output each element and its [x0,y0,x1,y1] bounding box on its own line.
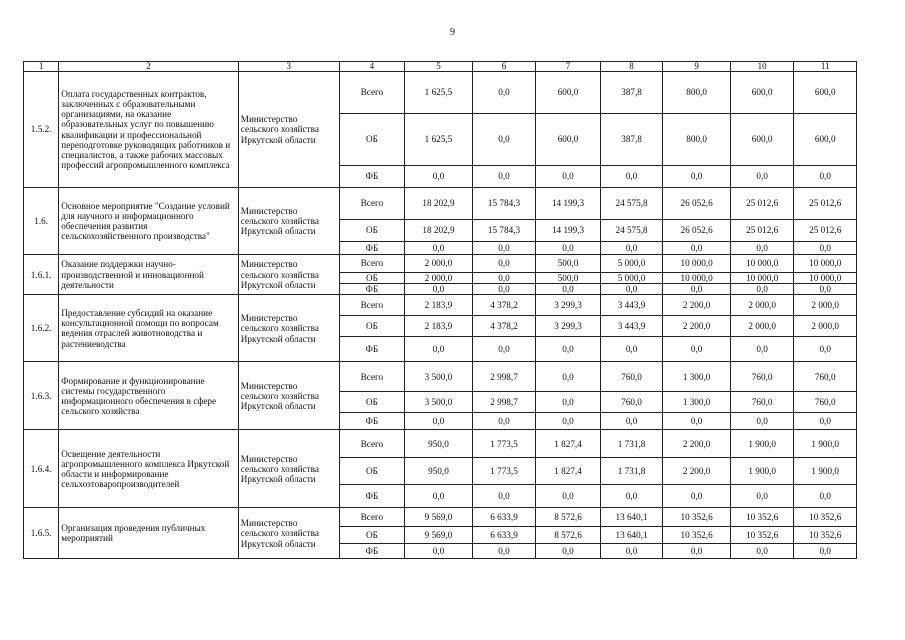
budget-value: 6 633,9 [472,527,536,544]
budget-value: 25 012,6 [794,220,857,242]
page-number: 9 [450,27,455,38]
budget-value: 26 052,6 [663,188,731,220]
budget-value: 387,8 [600,114,663,166]
budget-value: 387,8 [600,72,663,114]
budget-value: 0,0 [794,166,857,188]
table-row [24,255,857,273]
budget-value: 6 633,9 [472,508,536,527]
budget-value: 0,0 [730,413,794,430]
budget-value: 0,0 [600,284,663,295]
budget-value: 0,0 [794,284,857,295]
budget-value: 8 572,6 [536,527,601,544]
budget-value: 9 569,0 [405,527,473,544]
funding-source: ФБ [339,413,405,430]
budget-value: 0,0 [663,166,731,188]
budget-value: 25 012,6 [730,188,794,220]
budget-value: 950,0 [405,430,473,458]
column-number: 11 [794,62,857,72]
budget-value: 10 000,0 [663,273,731,284]
budget-value: 500,0 [536,273,601,284]
item-name: Основное мероприятие "Создание условий для научного и информационного обеспечения развития сельскохозяйственного производства" [59,188,239,255]
column-number: 9 [663,62,731,72]
budget-value: 10 352,6 [794,527,857,544]
budget-value: 4 378,2 [472,316,536,337]
budget-value: 1 773,5 [472,430,536,458]
budget-value: 10 352,6 [794,508,857,527]
column-number: 5 [405,62,473,72]
item-name: Освещение деятельности агропромышленного комплекса Иркутской области и информирование сельхозтоваропроизводителей [59,430,239,508]
budget-value: 0,0 [472,284,536,295]
item-name: Организация проведения публичных мероприятий [59,508,239,559]
budget-value: 1 625,5 [405,114,473,166]
column-number: 3 [238,62,339,72]
budget-value: 4 378,2 [472,295,536,316]
responsible-executor: Министерство сельского хозяйства Иркутской области [238,188,339,255]
budget-value: 10 352,6 [663,508,731,527]
budget-value: 600,0 [794,114,857,166]
budget-value: 0,0 [600,544,663,559]
budget-value: 1 900,0 [730,458,794,485]
responsible-executor: Министерство сельского хозяйства Иркутской области [238,508,339,559]
table-row [24,362,857,392]
budget-value: 600,0 [730,114,794,166]
funding-source: ОБ [339,458,405,485]
budget-value: 2 000,0 [405,255,473,273]
budget-value: 3 500,0 [405,362,473,392]
budget-value: 1 827,4 [536,458,601,485]
budget-table [23,61,857,559]
funding-source: Всего [339,188,405,220]
item-number: 1.6.3. [24,362,59,430]
item-number: 1.5.2. [24,72,59,188]
budget-value: 0,0 [600,166,663,188]
table-row [24,508,857,527]
funding-source: ОБ [339,527,405,544]
budget-value: 1 731,8 [600,458,663,485]
budget-value: 0,0 [472,337,536,362]
budget-value: 600,0 [536,72,601,114]
column-number: 4 [339,62,405,72]
budget-value: 0,0 [536,485,601,508]
budget-value: 15 784,3 [472,188,536,220]
budget-value: 0,0 [730,242,794,255]
budget-value: 5 000,0 [600,255,663,273]
column-number-row [24,62,857,72]
item-name: Оплата государственных контрактов, заключенных с образовательными организациями, на оказание образовательных услуг по повышению квалификации и профессиональной переподготовке руководящих работников и специалистов, а также рабочих массовых профессий агропромышленного комплекса [59,72,239,188]
budget-value: 0,0 [730,166,794,188]
budget-value: 0,0 [663,242,731,255]
budget-value: 2 000,0 [794,316,857,337]
budget-value: 760,0 [794,392,857,413]
budget-value: 0,0 [536,284,601,295]
budget-value: 0,0 [794,485,857,508]
budget-value: 0,0 [472,413,536,430]
table-row [24,430,857,458]
budget-value: 0,0 [794,242,857,255]
budget-value: 10 000,0 [730,255,794,273]
budget-value: 2 000,0 [405,273,473,284]
budget-value: 3 443,9 [600,295,663,316]
budget-value: 0,0 [472,544,536,559]
budget-value: 1 773,5 [472,458,536,485]
budget-value: 800,0 [663,114,731,166]
funding-source: ФБ [339,166,405,188]
funding-source: ОБ [339,114,405,166]
funding-source: Всего [339,295,405,316]
budget-value: 0,0 [405,337,473,362]
budget-value: 0,0 [405,413,473,430]
item-name: Предоставление субсидий на оказание консультационной помощи по вопросам ведения отраслей животноводства и растениеводства [59,295,239,362]
table-row [24,188,857,220]
budget-value: 2 000,0 [794,295,857,316]
item-number: 1.6.4. [24,430,59,508]
budget-value: 600,0 [730,72,794,114]
budget-value: 0,0 [536,544,601,559]
budget-value: 0,0 [663,284,731,295]
budget-value: 0,0 [794,413,857,430]
funding-source: ФБ [339,242,405,255]
item-number: 1.6.1. [24,255,59,295]
budget-value: 25 012,6 [794,188,857,220]
budget-value: 15 784,3 [472,220,536,242]
budget-value: 14 199,3 [536,220,601,242]
budget-value: 0,0 [405,242,473,255]
budget-value: 0,0 [472,166,536,188]
budget-value: 26 052,6 [663,220,731,242]
budget-value: 0,0 [472,255,536,273]
budget-value: 13 640,1 [600,527,663,544]
budget-value: 0,0 [794,544,857,559]
budget-value: 0,0 [600,337,663,362]
budget-value: 600,0 [536,114,601,166]
budget-value: 1 300,0 [663,362,731,392]
funding-source: Всего [339,430,405,458]
budget-value: 0,0 [600,242,663,255]
budget-value: 18 202,9 [405,188,473,220]
budget-value: 2 200,0 [663,295,731,316]
budget-value: 2 998,7 [472,362,536,392]
responsible-executor: Министерство сельского хозяйства Иркутской области [238,72,339,188]
funding-source: ОБ [339,273,405,284]
budget-value: 2 998,7 [472,392,536,413]
column-number: 1 [24,62,59,72]
budget-value: 0,0 [730,337,794,362]
budget-value: 0,0 [405,166,473,188]
budget-value: 0,0 [663,544,731,559]
budget-value: 10 000,0 [663,255,731,273]
budget-value: 0,0 [663,337,731,362]
funding-source: ФБ [339,544,405,559]
budget-value: 500,0 [536,255,601,273]
budget-value: 3 500,0 [405,392,473,413]
budget-value: 0,0 [536,392,601,413]
budget-value: 0,0 [663,485,731,508]
item-number: 1.6. [24,188,59,255]
column-number: 7 [536,62,601,72]
funding-source: Всего [339,255,405,273]
budget-value: 3 299,3 [536,295,601,316]
budget-value: 0,0 [663,413,731,430]
item-number: 1.6.2. [24,295,59,362]
budget-value: 24 575,8 [600,188,663,220]
budget-value: 0,0 [405,544,473,559]
budget-value: 600,0 [794,72,857,114]
responsible-executor: Министерство сельского хозяйства Иркутской области [238,255,339,295]
budget-value: 0,0 [536,242,601,255]
table-row [24,72,857,114]
item-name: Формирование и функционирование системы государственного информационного обеспечения в сфере сельского хозяйства [59,362,239,430]
budget-value: 24 575,8 [600,220,663,242]
budget-value: 0,0 [730,485,794,508]
budget-value: 2 183,9 [405,316,473,337]
budget-value: 10 000,0 [794,273,857,284]
budget-value: 0,0 [536,337,601,362]
column-number: 10 [730,62,794,72]
budget-value: 10 352,6 [730,508,794,527]
funding-source: ФБ [339,485,405,508]
budget-value: 1 827,4 [536,430,601,458]
budget-value: 8 572,6 [536,508,601,527]
budget-value: 14 199,3 [536,188,601,220]
budget-value: 3 443,9 [600,316,663,337]
budget-value: 2 200,0 [663,458,731,485]
budget-value: 0,0 [472,242,536,255]
funding-source: ФБ [339,337,405,362]
budget-value: 0,0 [405,284,473,295]
budget-value: 760,0 [600,362,663,392]
funding-source: ФБ [339,284,405,295]
budget-value: 0,0 [472,72,536,114]
budget-value: 760,0 [794,362,857,392]
column-number: 2 [59,62,239,72]
budget-value: 1 900,0 [794,458,857,485]
budget-value: 0,0 [536,166,601,188]
budget-value: 2 183,9 [405,295,473,316]
funding-source: ОБ [339,316,405,337]
budget-value: 950,0 [405,458,473,485]
budget-value: 18 202,9 [405,220,473,242]
budget-value: 1 731,8 [600,430,663,458]
budget-value: 0,0 [536,413,601,430]
budget-value: 25 012,6 [730,220,794,242]
budget-value: 1 900,0 [794,430,857,458]
item-name: Оказание поддержки научно-производственной и инновационной деятельности [59,255,239,295]
budget-value: 0,0 [600,413,663,430]
budget-value: 2 200,0 [663,430,731,458]
budget-value: 2 000,0 [730,295,794,316]
funding-source: ОБ [339,220,405,242]
budget-value: 2 200,0 [663,316,731,337]
responsible-executor: Министерство сельского хозяйства Иркутской области [238,430,339,508]
budget-value: 10 352,6 [663,527,731,544]
budget-value: 800,0 [663,72,731,114]
funding-source: Всего [339,72,405,114]
budget-value: 5 000,0 [600,273,663,284]
budget-value: 1 625,5 [405,72,473,114]
funding-source: Всего [339,508,405,527]
budget-value: 760,0 [730,362,794,392]
budget-value: 13 640,1 [600,508,663,527]
table-row [24,295,857,316]
budget-value: 1 300,0 [663,392,731,413]
budget-value: 1 900,0 [730,430,794,458]
budget-value: 2 000,0 [730,316,794,337]
budget-value: 10 352,6 [730,527,794,544]
responsible-executor: Министерство сельского хозяйства Иркутской области [238,295,339,362]
funding-source: Всего [339,362,405,392]
budget-value: 3 299,3 [536,316,601,337]
budget-value: 10 000,0 [794,255,857,273]
budget-value: 0,0 [730,284,794,295]
budget-value: 0,0 [794,337,857,362]
budget-value: 0,0 [405,485,473,508]
budget-value: 0,0 [536,362,601,392]
budget-value: 0,0 [730,544,794,559]
responsible-executor: Министерство сельского хозяйства Иркутской области [238,362,339,430]
budget-value: 760,0 [730,392,794,413]
budget-value: 0,0 [472,273,536,284]
budget-value: 10 000,0 [730,273,794,284]
budget-value: 0,0 [472,114,536,166]
budget-value: 0,0 [472,485,536,508]
funding-source: ОБ [339,392,405,413]
item-number: 1.6.5. [24,508,59,559]
column-number: 6 [472,62,536,72]
budget-value: 0,0 [600,485,663,508]
budget-value: 9 569,0 [405,508,473,527]
column-number: 8 [600,62,663,72]
budget-value: 760,0 [600,392,663,413]
